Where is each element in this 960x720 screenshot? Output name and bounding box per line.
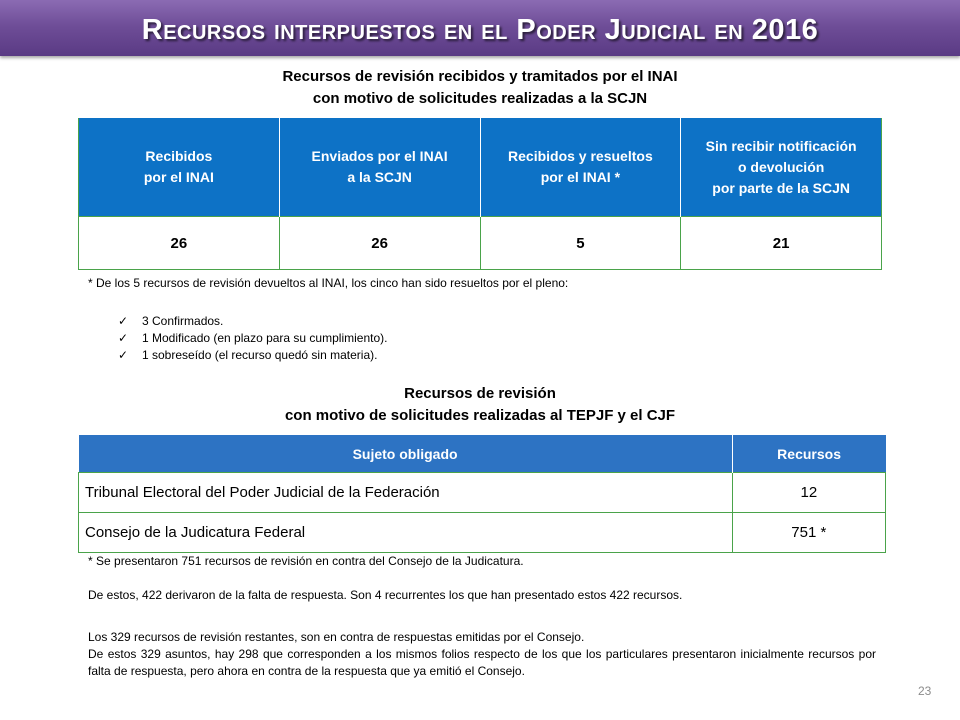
resolution-checklist — [118, 313, 387, 364]
section1-footnote: * De los 5 recursos de revisión devueltos al INAI, los cinco han sido resueltos por el pleno: — [88, 276, 569, 290]
header-sin-recibir: Sin recibir notificación o devolución por parte de la SCJN — [681, 118, 882, 217]
header-enviados: Enviados por el INAI a la SCJN — [279, 118, 480, 217]
header-sujeto-obligado: Sujeto obligado — [79, 435, 733, 473]
paragraph-line: Los 329 recursos de revisión restantes, son en contra de respuestas emitidas por el Consejo. — [88, 630, 585, 644]
value-sin-recibir: 21 — [681, 217, 882, 270]
inai-summary-table — [78, 118, 882, 270]
row-name: Tribunal Electoral del Poder Judicial de la Federación — [79, 473, 733, 513]
section2-title-line1: Recursos de revisión — [404, 385, 556, 402]
row-name: Consejo de la Judicatura Federal — [79, 513, 733, 553]
checkmark-icon: ✓ — [118, 314, 129, 328]
paragraph-line: De estos 329 asuntos, hay 298 que corresponden a los mismos folios respecto de los que los particulares presentaron inicialmente recursos por falta de respuesta, pero ahora en contra de la respuesta que ya emitió el Consejo. — [88, 647, 876, 678]
row-value: 751 * — [732, 513, 885, 553]
section1-title — [0, 66, 960, 110]
page-number: 23 — [918, 684, 932, 698]
page-title: Recursos interpuestos en el Poder Judicial en 2016 — [141, 14, 819, 46]
table-row — [79, 217, 882, 270]
section2-title — [0, 383, 960, 427]
checkmark-icon: ✓ — [118, 331, 129, 345]
table-row — [79, 513, 886, 553]
title-banner — [0, 0, 960, 56]
section1-title-line1: Recursos de revisión recibidos y tramitados por el INAI — [282, 68, 678, 85]
list-item: ✓ 1 Modificado (en plazo para su cumplimiento). — [118, 331, 388, 345]
header-resueltos: Recibidos y resueltos por el INAI * — [480, 118, 681, 217]
section2-footnote: * Se presentaron 751 recursos de revisión en contra del Consejo de la Judicatura. — [88, 554, 524, 568]
value-recibidos: 26 — [79, 217, 280, 270]
value-enviados: 26 — [279, 217, 480, 270]
paragraph-falta-respuesta: De estos, 422 derivaron de la falta de respuesta. Son 4 recurrentes los que han presentado estos 422 recursos. — [88, 588, 683, 602]
header-recibidos: Recibidos por el INAI — [79, 118, 280, 217]
table-row — [79, 473, 886, 513]
checkmark-icon: ✓ — [118, 348, 129, 362]
value-resueltos: 5 — [480, 217, 681, 270]
table-header-row — [79, 118, 882, 217]
list-item: ✓ 1 sobreseído (el recurso quedó sin materia). — [118, 348, 378, 362]
header-recursos: Recursos — [732, 435, 885, 473]
table-header-row — [79, 435, 886, 473]
row-value: 12 — [732, 473, 885, 513]
paragraph-recursos-restantes — [88, 629, 876, 680]
section2-title-line2: con motivo de solicitudes realizadas al TEPJF y el CJF — [284, 407, 676, 424]
list-item: ✓ 3 Confirmados. — [118, 314, 224, 328]
tepjf-cjf-table — [78, 435, 886, 553]
section1-title-line2: con motivo de solicitudes realizadas a la SCJN — [312, 90, 648, 107]
